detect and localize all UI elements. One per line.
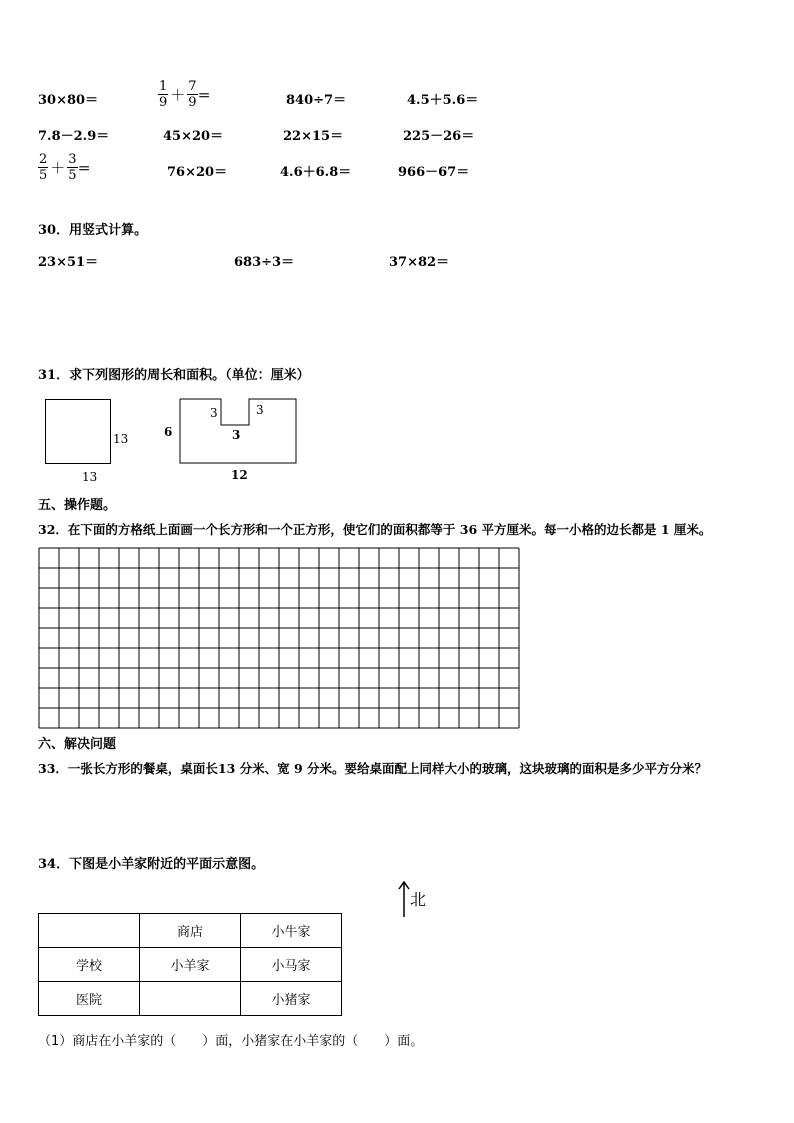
q30-item-1: 23×51＝ xyxy=(38,255,99,270)
square-side-bottom-label: 13 xyxy=(82,470,98,484)
oral-r3c3: 4.6＋6.8＝ xyxy=(280,165,352,180)
section-5-heading: 五、操作题。 xyxy=(38,498,117,513)
square-figure xyxy=(45,399,111,464)
q33-title: 33．一张长方形的餐桌，桌面长13 分米、宽 9 分米。要给桌面配上同样大小的玻璃，这块玻璃的面积是多少平方分米？ xyxy=(38,761,708,776)
oral-r1c2-fraction-sum: $\frac{1}{9}$ ＋ $\frac{7}{9}$ ＝ xyxy=(159,79,211,110)
oral-r1c3: 840÷7＝ xyxy=(286,93,347,108)
oral-r2c2: 45×20＝ xyxy=(163,129,224,144)
fraction-7-9: $\frac{7}{9}$ xyxy=(188,79,197,110)
map-cell: 小马家 xyxy=(241,948,342,982)
north-arrow-icon xyxy=(398,880,410,918)
q34-title: 34．下图是小羊家附近的平面示意图。 xyxy=(38,857,265,872)
oral-r3c1-fraction-sum: $\frac{2}{5}$ ＋ $\frac{3}{5}$ ＝ xyxy=(39,152,91,183)
q34-sub1: （1）商店在小羊家的（ ）面，小猪家在小羊家的（ ）面。 xyxy=(38,1034,424,1049)
oral-r2c3: 22×15＝ xyxy=(283,129,344,144)
oral-r2c4: 225－26＝ xyxy=(403,129,475,144)
q30-item-3: 37×82＝ xyxy=(389,255,450,270)
oral-r1c4: 4.5＋5.6＝ xyxy=(407,93,479,108)
oral-r3c2: 76×20＝ xyxy=(167,165,228,180)
fraction-2-5: $\frac{2}{5}$ xyxy=(39,152,48,183)
map-cell xyxy=(39,914,140,948)
table-row xyxy=(39,982,342,1016)
shape-notch-bottom-label: 3 xyxy=(232,428,241,442)
map-cell: 医院 xyxy=(39,982,140,1016)
q30-item-2: 683÷3＝ xyxy=(234,255,295,270)
map-cell: 商店 xyxy=(140,914,241,948)
q32-title: 32．在下面的方格纸上面画一个长方形和一个正方形，使它们的面积都等于 36 平方厘米。每一小格的边长都是 1 厘米。 xyxy=(38,522,712,537)
north-label: 北 xyxy=(410,890,427,909)
square-side-right-label: 13 xyxy=(113,432,129,446)
map-cell xyxy=(140,982,241,1016)
map-cell: 学校 xyxy=(39,948,140,982)
table-row xyxy=(39,948,342,982)
shape-notch-right-label: 3 xyxy=(256,403,264,417)
shape-left-label: 6 xyxy=(164,425,173,439)
fraction-3-5: $\frac{3}{5}$ xyxy=(68,152,77,183)
shape-bottom-label: 12 xyxy=(231,468,248,482)
neighborhood-map-table xyxy=(38,913,342,1016)
map-cell: 小羊家 xyxy=(140,948,241,982)
shape-notch-left-label: 3 xyxy=(210,406,218,420)
map-cell: 小猪家 xyxy=(241,982,342,1016)
oral-r1c1: 30×80＝ xyxy=(38,93,99,108)
q30-title: 30．用竖式计算。 xyxy=(38,223,148,238)
grid-paper[interactable] xyxy=(38,547,520,729)
q31-title: 31．求下列图形的周长和面积。（单位：厘米） xyxy=(38,368,310,383)
table-row xyxy=(39,914,342,948)
oral-r2c1: 7.8－2.9＝ xyxy=(38,129,110,144)
map-cell: 小牛家 xyxy=(241,914,342,948)
oral-r3c4: 966－67＝ xyxy=(398,165,470,180)
fraction-1-9: $\frac{1}{9}$ xyxy=(159,79,168,110)
section-6-heading: 六、解决问题 xyxy=(38,737,117,752)
